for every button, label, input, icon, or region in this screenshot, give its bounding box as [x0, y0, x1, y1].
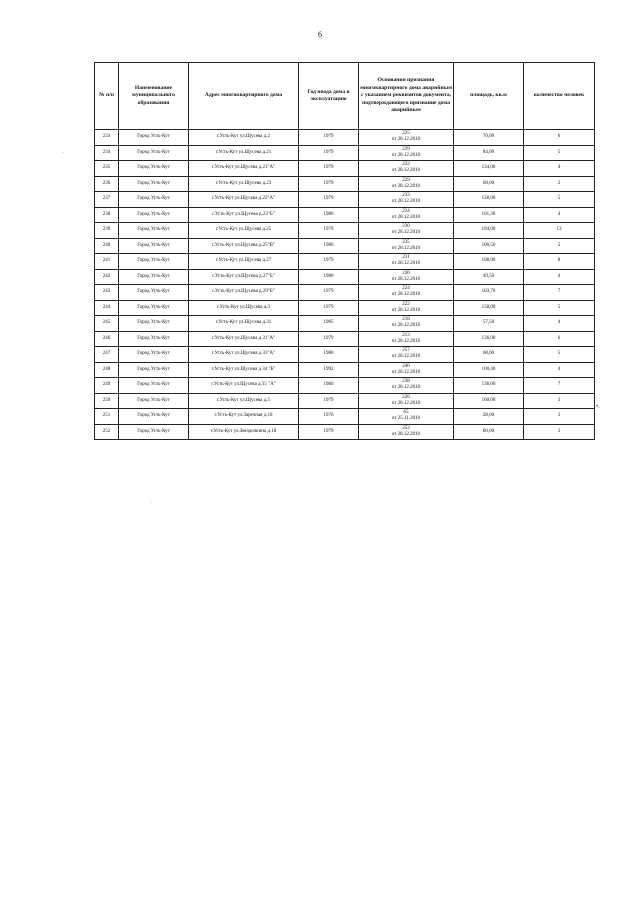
basis-doc-date: от 28.12.2010	[391, 152, 421, 158]
basis-doc-date: от 28.12.2010	[391, 354, 421, 360]
cell-people: 4	[524, 362, 595, 378]
basis-doc-number: 232	[402, 162, 410, 168]
cell-mo: Город Усть-Кут	[119, 362, 189, 378]
basis-doc-date: от 28.12.2010	[391, 199, 421, 205]
basis-doc-number: 240	[402, 363, 410, 369]
basis-doc-number: 231	[402, 255, 410, 261]
table-row	[95, 161, 595, 177]
basis-doc-date: от 28.12.2010	[391, 307, 421, 313]
cell-people: 4	[524, 161, 595, 177]
cell-address: г.Усть-Кут ул.Щусева д.21	[189, 145, 299, 161]
cell-area: 108,00	[454, 254, 524, 270]
header-area: площадь, кв.м	[454, 63, 524, 130]
basis-doc-number: 235	[402, 239, 410, 245]
cell-area: 80,00	[454, 424, 524, 440]
cell-basis	[359, 316, 454, 332]
margin-mark: •.	[596, 404, 600, 410]
cell-num: 245	[95, 316, 119, 332]
cell-people: 3	[524, 393, 595, 409]
cell-mo: Город Усть-Кут	[119, 424, 189, 440]
cell-address: г.Усть-Кут ул.Щусева д.21"А"	[189, 161, 299, 177]
cell-area: 136,00	[454, 378, 524, 394]
basis-doc-date: от 28.12.2010	[391, 276, 421, 282]
basis-doc-date: от 28.12.2010	[391, 292, 421, 298]
table-row	[95, 300, 595, 316]
cell-people: 7	[524, 285, 595, 301]
header-municipality: Наименование муниципального образования	[119, 63, 189, 130]
cell-area: 103,70	[454, 285, 524, 301]
table-row	[95, 130, 595, 146]
cell-mo: Город Усть-Кут	[119, 331, 189, 347]
scan-speck: ·	[150, 500, 152, 506]
basis-doc-number: 65	[403, 410, 409, 416]
cell-num: 242	[95, 269, 119, 285]
basis-doc-number: 230	[402, 224, 410, 230]
cell-num: 241	[95, 254, 119, 270]
cell-num: 250	[95, 393, 119, 409]
cell-basis	[359, 223, 454, 239]
housing-registry-table	[94, 62, 595, 440]
page-number: 6	[318, 30, 322, 39]
cell-num: 239	[95, 223, 119, 239]
cell-address: г.Усть-Кут ул.Щусева д.2	[189, 130, 299, 146]
cell-people: 6	[524, 130, 595, 146]
table-row	[95, 347, 595, 363]
cell-mo: Город Усть-Кут	[119, 378, 189, 394]
table-row	[95, 223, 595, 239]
table-row	[95, 145, 595, 161]
cell-num: 249	[95, 378, 119, 394]
cell-area: 136,00	[454, 331, 524, 347]
table-row	[95, 269, 595, 285]
table-row	[95, 378, 595, 394]
cell-num: 244	[95, 300, 119, 316]
table-row	[95, 285, 595, 301]
cell-year: 1979	[299, 424, 359, 440]
cell-mo: Город Усть-Кут	[119, 192, 189, 208]
cell-address: г.Усть-Кут ул.Щусева д.27	[189, 254, 299, 270]
basis-doc-number: 213	[402, 332, 410, 338]
header-year: Год ввода дома в эксплуатацию	[299, 63, 359, 130]
cell-mo: Город Усть-Кут	[119, 176, 189, 192]
table-row	[95, 192, 595, 208]
cell-people: 5	[524, 145, 595, 161]
cell-year: 1980	[299, 378, 359, 394]
cell-mo: Город Усть-Кут	[119, 223, 189, 239]
cell-num: 252	[95, 424, 119, 440]
cell-mo: Город Усть-Кут	[119, 161, 189, 177]
header-basis: Основания признания многоквартирного дома аварийным с указанием реквизитов документа, подтверждающего признание дома аварийным	[359, 63, 454, 130]
cell-area: 158,00	[454, 300, 524, 316]
header-people: количество человек	[524, 63, 595, 130]
basis-doc-date: от 28.12.2010	[391, 385, 421, 391]
cell-year: 1980	[299, 347, 359, 363]
cell-num: 233	[95, 130, 119, 146]
basis-doc-number: 238	[402, 379, 410, 385]
table-row	[95, 409, 595, 425]
basis-doc-date: от 28.12.2010	[391, 245, 421, 251]
cell-people: 5	[524, 300, 595, 316]
cell-mo: Город Усть-Кут	[119, 300, 189, 316]
cell-area: 160,00	[454, 393, 524, 409]
cell-year: 1992	[299, 362, 359, 378]
cell-people: 4	[524, 207, 595, 223]
cell-basis	[359, 393, 454, 409]
cell-address: г.Усть-Кут ул.Щусева д.31	[189, 316, 299, 332]
basis-doc-date: от 28.12.2010	[391, 323, 421, 329]
cell-mo: Город Усть-Кут	[119, 238, 189, 254]
cell-area: 49,50	[454, 269, 524, 285]
cell-people: 13	[524, 223, 595, 239]
cell-mo: Город Усть-Кут	[119, 145, 189, 161]
cell-year: 1976	[299, 409, 359, 425]
cell-mo: Город Усть-Кут	[119, 347, 189, 363]
cell-year: 1979	[299, 285, 359, 301]
cell-basis	[359, 300, 454, 316]
cell-area: 100,40	[454, 362, 524, 378]
basis-doc-number: 224	[402, 286, 410, 292]
cell-year: 1979	[299, 254, 359, 270]
cell-mo: Город Усть-Кут	[119, 409, 189, 425]
scan-speck: ·	[62, 150, 64, 156]
cell-address: г.Усть-Кут ул.Щусева д.27"Б"	[189, 269, 299, 285]
basis-doc-number: 218	[402, 317, 410, 323]
cell-num: 236	[95, 176, 119, 192]
cell-mo: Город Усть-Кут	[119, 393, 189, 409]
basis-doc-date: от 28.12.2010	[391, 183, 421, 189]
header-row	[95, 63, 595, 130]
cell-year: 1980	[299, 269, 359, 285]
basis-doc-number: 257	[402, 348, 410, 354]
cell-people: 8	[524, 254, 595, 270]
cell-year: 1980	[299, 207, 359, 223]
basis-doc-date: от 28.12.2010	[391, 400, 421, 406]
cell-mo: Город Усть-Кут	[119, 316, 189, 332]
table-body	[95, 130, 595, 440]
cell-num: 235	[95, 161, 119, 177]
basis-doc-number: 239	[402, 146, 410, 152]
cell-area: 84,00	[454, 145, 524, 161]
table-row	[95, 254, 595, 270]
cell-basis	[359, 269, 454, 285]
cell-year: 1979	[299, 393, 359, 409]
basis-doc-number: 236	[402, 270, 410, 276]
cell-address: г.Усть-Кут ул.Щусева д.33"А"	[189, 347, 299, 363]
basis-doc-date: от 28.12.2010	[391, 369, 421, 375]
cell-people: 6	[524, 331, 595, 347]
cell-address: г.Усть-Кут ул.Щусева д.3	[189, 300, 299, 316]
cell-basis	[359, 192, 454, 208]
cell-num: 243	[95, 285, 119, 301]
cell-area: 128,00	[454, 192, 524, 208]
cell-address: г.Усть-Кут ул.Заречная д.18	[189, 409, 299, 425]
cell-people: 2	[524, 176, 595, 192]
cell-mo: Город Усть-Кут	[119, 130, 189, 146]
cell-mo: Город Усть-Кут	[119, 269, 189, 285]
cell-mo: Город Усть-Кут	[119, 207, 189, 223]
cell-num: 248	[95, 362, 119, 378]
cell-people: 5	[524, 347, 595, 363]
header-num: № п/п	[95, 63, 119, 130]
cell-area: 28,00	[454, 409, 524, 425]
cell-area: 101,30	[454, 207, 524, 223]
basis-doc-number: 222	[402, 301, 410, 307]
cell-address: г.Усть-Кут ул.Щусева д.23"Б"	[189, 207, 299, 223]
cell-basis	[359, 424, 454, 440]
cell-basis	[359, 362, 454, 378]
cell-basis	[359, 207, 454, 223]
cell-basis	[359, 331, 454, 347]
cell-mo: Город Усть-Кут	[119, 254, 189, 270]
cell-area: 134,00	[454, 161, 524, 177]
basis-doc-date: от 28.12.2010	[391, 168, 421, 174]
cell-mo: Город Усть-Кут	[119, 285, 189, 301]
cell-num: 247	[95, 347, 119, 363]
cell-people: 5	[524, 192, 595, 208]
cell-area: 57,50	[454, 316, 524, 332]
table-row	[95, 176, 595, 192]
cell-address: г.Усть-Кут ул.Щусева д.35 "А"	[189, 378, 299, 394]
cell-year: 1979	[299, 130, 359, 146]
basis-doc-number: 226	[402, 394, 410, 400]
basis-doc-date: от 28.12.2010	[391, 214, 421, 220]
cell-num: 237	[95, 192, 119, 208]
cell-num: 238	[95, 207, 119, 223]
cell-address: г.Усть-Кут ул.Щусева д.31"А"	[189, 331, 299, 347]
table-row	[95, 238, 595, 254]
basis-doc-number: 229	[402, 177, 410, 183]
cell-basis	[359, 409, 454, 425]
cell-basis	[359, 285, 454, 301]
cell-year: 1979	[299, 223, 359, 239]
cell-people: 4	[524, 316, 595, 332]
cell-people: 3	[524, 424, 595, 440]
cell-num: 251	[95, 409, 119, 425]
cell-area: 100,50	[454, 238, 524, 254]
basis-doc-date: от 28.12.2010	[391, 137, 421, 143]
cell-basis	[359, 145, 454, 161]
cell-basis	[359, 130, 454, 146]
basis-doc-date: от 28.12.2010	[391, 261, 421, 267]
cell-basis	[359, 176, 454, 192]
cell-year: 1979	[299, 161, 359, 177]
cell-address: г.Усть-Кут ул.Щусева д.25	[189, 223, 299, 239]
cell-year: 1979	[299, 300, 359, 316]
basis-doc-number: 233	[402, 193, 410, 199]
cell-address: г.Усть-Кут ул.Звездочкина д.18	[189, 424, 299, 440]
basis-doc-date: от 28.12.2010	[391, 230, 421, 236]
basis-doc-date: от 25.11.2010	[391, 416, 421, 422]
cell-address: г.Усть-Кут ул.Щусева д.5	[189, 393, 299, 409]
cell-address: г.Усть-Кут ул.Щусева д.25"В"	[189, 238, 299, 254]
basis-doc-number: 252	[402, 425, 410, 431]
cell-num: 234	[95, 145, 119, 161]
cell-people: 7	[524, 378, 595, 394]
table-row	[95, 316, 595, 332]
cell-people: 5	[524, 238, 595, 254]
cell-address: г.Усть-Кут ул.Щусева д.23	[189, 176, 299, 192]
cell-address: г.Усть-Кут ул.Щусева д.34 "Б"	[189, 362, 299, 378]
cell-address: г.Усть-Кут ул.Щусева д.23"А"	[189, 192, 299, 208]
table-row	[95, 207, 595, 223]
cell-basis	[359, 347, 454, 363]
cell-basis	[359, 378, 454, 394]
cell-area: 68,00	[454, 347, 524, 363]
basis-doc-number: 225	[402, 131, 410, 137]
cell-num: 240	[95, 238, 119, 254]
table-row	[95, 331, 595, 347]
cell-area: 70,00	[454, 130, 524, 146]
cell-address: г.Усть-Кут ул.Щусева д.29"Б"	[189, 285, 299, 301]
cell-people: 4	[524, 269, 595, 285]
cell-people: 3	[524, 409, 595, 425]
table-row	[95, 393, 595, 409]
cell-year: 1979	[299, 145, 359, 161]
cell-year: 1979	[299, 176, 359, 192]
cell-year: 1985	[299, 316, 359, 332]
cell-area: 68,00	[454, 176, 524, 192]
cell-year: 1980	[299, 238, 359, 254]
cell-area: 194,00	[454, 223, 524, 239]
table-row	[95, 424, 595, 440]
cell-num: 246	[95, 331, 119, 347]
cell-year: 1979	[299, 192, 359, 208]
basis-doc-date: от 28.12.2010	[391, 338, 421, 344]
cell-basis	[359, 254, 454, 270]
cell-basis	[359, 161, 454, 177]
table-row	[95, 362, 595, 378]
basis-doc-number: 234	[402, 208, 410, 214]
cell-basis	[359, 238, 454, 254]
cell-year: 1979	[299, 331, 359, 347]
header-address: Адрес многоквартирного дома	[189, 63, 299, 130]
basis-doc-date: от 28.12.2010	[391, 431, 421, 437]
